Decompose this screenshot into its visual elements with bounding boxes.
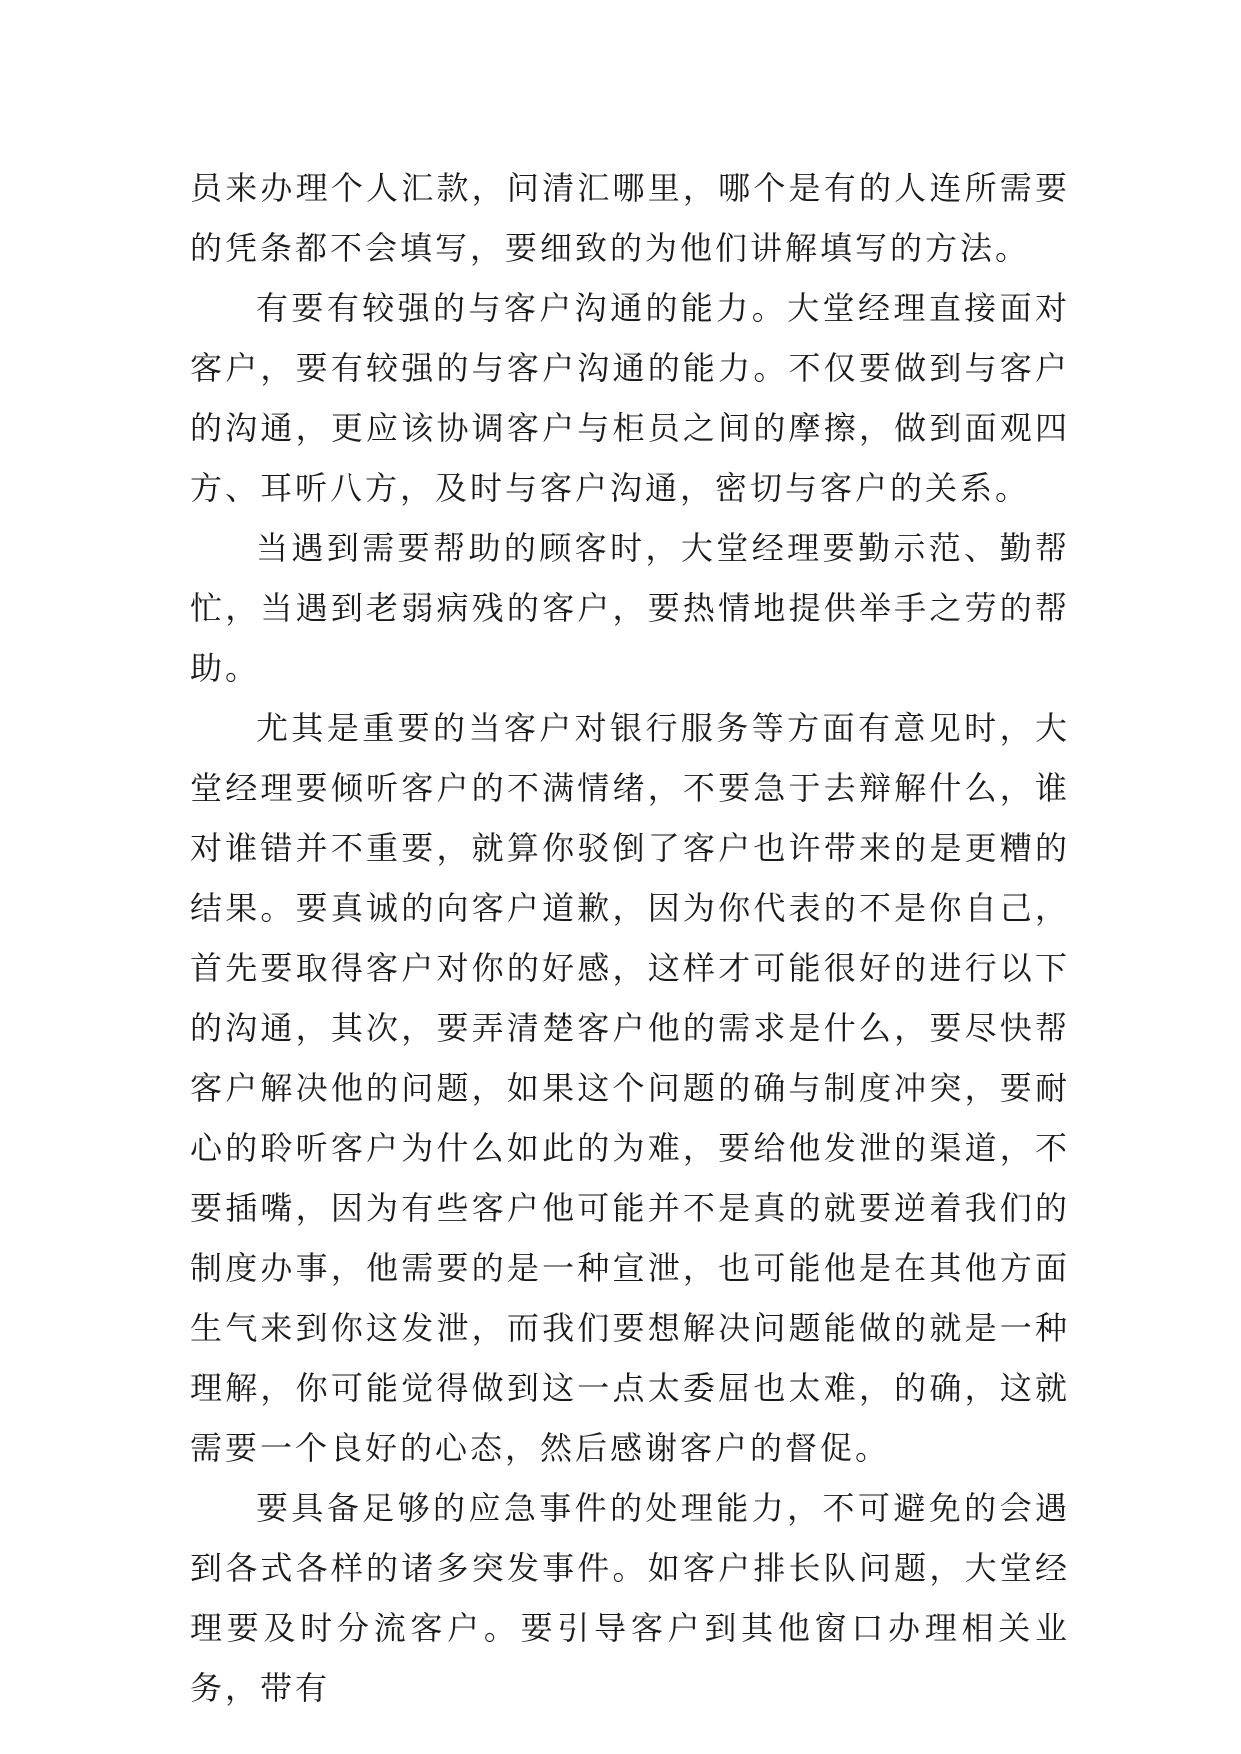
paragraph-4: 尤其是重要的当客户对银行服务等方面有意见时，大堂经理要倾听客户的不满情绪，不要急于去辩解什么，谁对谁错并不重要，就算你驳倒了客户也许带来的是更糟的结果。要真诚的向客户道歉，因为你代表的不是你自己，首先要取得客户对你的好感，这样才可能很好的进行以下的沟通，其次，要弄清楚客户他的需求是什么，要尽快帮客户解决他的问题，如果这个问题的确与制度冲突，要耐心的聆听客户为什么如此的为难，要给他发泄的渠道，不要插嘴，因为有些客户他可能并不是真的就要逆着我们的制度办事，他需要的是一种宣泄，也可能他是在其他方面生气来到你这发泄，而我们要想解决问题能做的就是一种理解，你可能觉得做到这一点太委屈也太难，的确，这就需要一个良好的心态，然后感谢客户的督促。 (190, 709, 1070, 1467)
document-body (190, 158, 1070, 1718)
paragraph-3: 当遇到需要帮助的顾客时，大堂经理要勤示范、勤帮忙，当遇到老弱病残的客户，要热情地提供举手之劳的帮助。 (190, 529, 1070, 687)
paragraph-5: 要具备足够的应急事件的处理能力，不可避免的会遇到各式各样的诸多突发事件。如客户排长队问题，大堂经理要及时分流客户。要引导客户到其他窗口办理相关业务，带有 (190, 1489, 1070, 1707)
paragraph-1: 员来办理个人汇款，问清汇哪里，哪个是有的人连所需要的凭条都不会填写，要细致的为他们讲解填写的方法。 (190, 169, 1070, 267)
paragraph-2: 有要有较强的与客户沟通的能力。大堂经理直接面对客户，要有较强的与客户沟通的能力。不仅要做到与客户的沟通，更应该协调客户与柜员之间的摩擦，做到面观四方、耳听八方，及时与客户沟通，密切与客户的关系。 (190, 289, 1070, 507)
